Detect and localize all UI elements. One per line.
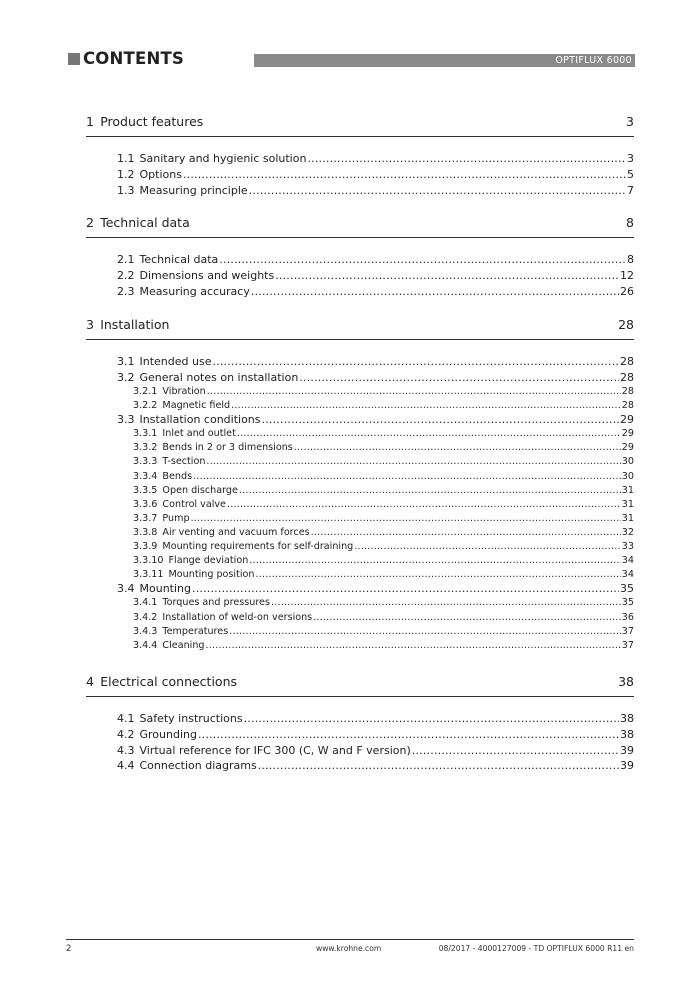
toc-entry-title: Mounting position	[168, 569, 255, 581]
toc-entry-page: 28	[621, 385, 634, 397]
toc-entry-title: Measuring principle	[139, 183, 248, 197]
toc-entry-number: 3.4.2	[133, 611, 158, 623]
toc-chapter-heading	[86, 215, 190, 231]
toc-dot-leader	[198, 728, 619, 742]
toc-chapter-heading	[86, 114, 203, 130]
toc-chapter-number: 3	[86, 317, 94, 332]
toc-entry-number: 3.3.3	[133, 456, 158, 468]
toc-section[interactable]	[117, 413, 634, 427]
toc-entry-title: General notes on installation	[139, 370, 299, 384]
toc-entry-title: Pump	[162, 512, 190, 524]
toc-section[interactable]	[117, 371, 634, 385]
toc-entry-number: 3.3.9	[133, 541, 158, 552]
toc-subsection[interactable]	[133, 625, 634, 638]
toc-entry-title: Grounding	[139, 727, 197, 741]
product-name: OPTIFLUX 6000	[555, 55, 632, 66]
toc-chapter-heading	[86, 317, 169, 333]
toc-dot-leader	[239, 484, 621, 497]
toc-entry-page: 37	[621, 625, 634, 637]
toc-entry-page: 3	[627, 152, 634, 165]
toc-subsection[interactable]	[133, 568, 634, 581]
toc-subsection[interactable]	[133, 427, 634, 440]
toc-entry-number: 4.4	[117, 759, 135, 773]
toc-entry-number: 3.2.1	[133, 385, 158, 397]
toc-dot-leader	[294, 441, 621, 454]
toc-entry-page: 38	[620, 727, 634, 741]
toc-entry-number: 3.4.3	[133, 625, 158, 637]
toc-dot-leader	[271, 596, 621, 609]
toc-entry-page: 35	[620, 582, 634, 596]
toc-entry-title: Vibration	[162, 385, 206, 397]
toc-dot-leader	[192, 582, 619, 596]
toc-section[interactable]	[117, 253, 634, 267]
toc-entry-number: 3.3.4	[133, 470, 158, 482]
toc-subsection[interactable]	[133, 526, 634, 539]
toc-entry-title: Air venting and vacuum forces	[162, 526, 310, 538]
toc-entry-title: Open discharge	[162, 484, 238, 496]
toc-entry-page: 8	[627, 253, 634, 266]
toc-section[interactable]	[117, 355, 634, 369]
toc-entry-title: T-section	[162, 456, 206, 468]
toc-subsection[interactable]	[133, 455, 634, 468]
toc-section[interactable]	[117, 269, 634, 283]
toc-entry-number: 3.3.7	[133, 512, 158, 524]
toc-chapter-title: Product features	[100, 114, 204, 129]
toc-entry-number: 2.1	[117, 253, 135, 266]
toc-entry-number: 2.2	[117, 268, 135, 282]
toc-section[interactable]	[117, 582, 634, 596]
toc-entry-title: Safety instructions	[139, 712, 243, 725]
page-title: CONTENTS	[83, 49, 185, 68]
toc-entry-number: 1.3	[117, 183, 135, 197]
toc-entry-number: 3.3	[117, 413, 135, 427]
toc-entry-number: 3.2.2	[133, 400, 158, 411]
toc-entry-page: 36	[621, 611, 634, 623]
toc-entry-page: 28	[620, 370, 634, 384]
toc-entry-number: 3.3.5	[133, 484, 158, 496]
toc-chapter-number: 2	[86, 215, 94, 230]
toc-dot-leader	[227, 498, 621, 511]
toc-subsection[interactable]	[133, 540, 634, 553]
toc-section[interactable]	[117, 759, 634, 773]
toc-entry-number: 3.3.6	[133, 498, 158, 510]
toc-dot-leader	[207, 385, 621, 398]
toc-entry-page: 32	[621, 526, 634, 538]
toc-subsection[interactable]	[133, 484, 634, 497]
toc-entry-page: 38	[620, 712, 634, 725]
toc-subsection[interactable]	[133, 399, 634, 412]
toc-entry-number: 3.3.8	[133, 526, 158, 538]
toc-entry-title: Torques and pressures	[162, 597, 270, 609]
toc-entry-title: Magnetic field	[162, 400, 231, 411]
toc-dot-leader	[249, 554, 620, 567]
toc-subsection[interactable]	[133, 639, 634, 652]
toc-dot-leader	[251, 285, 619, 299]
toc-entry-page: 29	[620, 413, 634, 427]
toc-chapter-number: 1	[86, 114, 94, 129]
toc-entry-title: Mounting requirements for self-draining	[162, 541, 354, 552]
toc-entry-number: 2.3	[117, 284, 135, 298]
toc-entry-title: Cleaning	[162, 639, 205, 651]
toc-chapter[interactable]	[86, 317, 634, 340]
toc-entry-page: 5	[627, 167, 634, 181]
toc-section[interactable]	[117, 285, 634, 299]
toc-entry-title: Temperatures	[162, 625, 229, 637]
toc-section[interactable]	[117, 168, 634, 182]
toc-entry-number: 3.1	[117, 355, 135, 368]
toc-entry-page: 26	[620, 284, 634, 298]
toc-section[interactable]	[117, 184, 634, 198]
toc-entry-page: 34	[621, 555, 634, 567]
toc-dot-leader	[206, 455, 620, 468]
toc-entry-number: 3.4	[117, 582, 135, 596]
toc-entry-page: 29	[621, 442, 634, 454]
toc-dot-leader	[313, 611, 621, 624]
toc-entry-page: 35	[621, 597, 634, 609]
toc-entry-page: 37	[621, 639, 634, 651]
toc-chapter[interactable]	[86, 114, 634, 137]
toc-entry-title: Virtual reference for IFC 300 (C, W and F version)	[139, 743, 411, 757]
header-square-marker	[68, 53, 80, 65]
toc-entry-number: 1.1	[117, 152, 135, 165]
toc-chapter-title: Electrical connections	[100, 674, 238, 689]
toc-dot-leader	[255, 568, 620, 581]
toc-dot-leader	[212, 355, 619, 369]
toc-entry-title: Dimensions and weights	[139, 268, 275, 282]
toc-section[interactable]	[117, 728, 634, 742]
toc-chapter-page: 28	[618, 317, 634, 332]
toc-chapter-heading	[86, 674, 237, 690]
toc-chapter-title: Technical data	[100, 215, 190, 230]
toc-subsection[interactable]	[133, 498, 634, 511]
toc-chapter[interactable]	[86, 215, 634, 238]
toc-entry-number: 4.3	[117, 743, 135, 757]
toc-dot-leader	[237, 427, 621, 440]
toc-dot-leader	[205, 639, 620, 652]
footer-divider	[66, 939, 634, 940]
toc-subsection[interactable]	[133, 385, 634, 398]
toc-chapter-page: 8	[626, 215, 634, 230]
toc-dot-leader	[354, 540, 621, 553]
toc-entry-title: Bends in 2 or 3 dimensions	[162, 442, 293, 454]
toc-entry-page: 39	[620, 759, 634, 773]
toc-entry-page: 7	[627, 183, 634, 197]
toc-entry-title: Bends	[162, 470, 193, 482]
toc-entry-title: Flange deviation	[168, 555, 249, 567]
toc-entry-title: Technical data	[139, 253, 219, 266]
toc-dot-leader	[193, 470, 621, 483]
header-bar	[254, 54, 635, 67]
toc-entry-page: 31	[621, 498, 634, 510]
toc-dot-leader	[262, 413, 619, 427]
toc-entry-title: Options	[139, 167, 182, 181]
toc-dot-leader	[231, 399, 621, 412]
toc-entry-title: Inlet and outlet	[162, 428, 236, 440]
toc-chapter-page: 38	[618, 674, 634, 689]
toc-entry-number: 3.3.2	[133, 442, 158, 454]
toc-subsection[interactable]	[133, 554, 634, 567]
toc-chapter-page: 3	[626, 114, 634, 129]
toc-entry-page: 29	[621, 428, 634, 440]
toc-entry-number: 4.1	[117, 712, 135, 725]
footer-doc-reference: 08/2017 - 4000127009 - TD OPTIFLUX 6000 R11 en	[438, 944, 634, 953]
toc-entry-page: 31	[621, 484, 634, 496]
toc-entry-page: 30	[621, 470, 634, 482]
page-header	[68, 49, 635, 68]
footer-website: www.krohne.com	[316, 944, 382, 953]
toc-dot-leader	[275, 269, 619, 283]
toc-entry-title: Sanitary and hygienic solution	[139, 152, 307, 165]
toc-chapter-number: 4	[86, 674, 94, 689]
toc-dot-leader	[183, 168, 626, 182]
toc-dot-leader	[219, 253, 626, 267]
toc-dot-leader	[299, 371, 619, 385]
toc-entry-number: 3.4.1	[133, 597, 158, 609]
toc-dot-leader	[229, 625, 621, 638]
toc-dot-leader	[244, 712, 619, 726]
toc-entry-title: Control valve	[162, 498, 226, 510]
toc-section[interactable]	[117, 744, 634, 758]
toc-entry-title: Connection diagrams	[139, 759, 257, 773]
toc-entry-number: 3.4.4	[133, 639, 158, 651]
toc-chapter-title: Installation	[100, 317, 170, 332]
toc-entry-page: 28	[620, 355, 634, 368]
toc-dot-leader	[412, 744, 619, 758]
toc-entry-number: 3.3.1	[133, 428, 158, 440]
toc-entry-number: 3.3.11	[133, 569, 164, 581]
toc-entry-page: 39	[620, 743, 634, 757]
toc-entry-page: 34	[621, 569, 634, 581]
toc-entry-number: 4.2	[117, 727, 135, 741]
toc-entry-title: Installation conditions	[139, 413, 261, 427]
toc-subsection[interactable]	[133, 596, 634, 609]
toc-subsection[interactable]	[133, 611, 634, 624]
toc-dot-leader	[258, 759, 619, 773]
toc-entry-page: 28	[621, 400, 634, 411]
toc-subsection[interactable]	[133, 512, 634, 525]
footer-page-number: 2	[66, 944, 72, 954]
toc-entry-number: 3.2	[117, 370, 135, 384]
toc-section[interactable]	[117, 152, 634, 166]
toc-entry-page: 30	[621, 456, 634, 468]
toc-subsection[interactable]	[133, 441, 634, 454]
toc-dot-leader	[249, 184, 626, 198]
toc-subsection[interactable]	[133, 470, 634, 483]
toc-chapter[interactable]	[86, 674, 634, 697]
toc-entry-page: 33	[621, 541, 634, 552]
toc-entry-number: 1.2	[117, 167, 135, 181]
toc-dot-leader	[307, 152, 626, 166]
toc-dot-leader	[191, 512, 621, 525]
toc-entry-title: Installation of weld-on versions	[162, 611, 313, 623]
toc-entry-title: Intended use	[139, 355, 212, 368]
toc-entry-page: 31	[621, 512, 634, 524]
toc-dot-leader	[311, 526, 621, 539]
toc-section[interactable]	[117, 712, 634, 726]
toc-entry-title: Mounting	[139, 582, 191, 596]
toc-entry-page: 12	[620, 268, 634, 282]
toc-entry-title: Measuring accuracy	[139, 284, 250, 298]
toc-entry-number: 3.3.10	[133, 555, 164, 567]
